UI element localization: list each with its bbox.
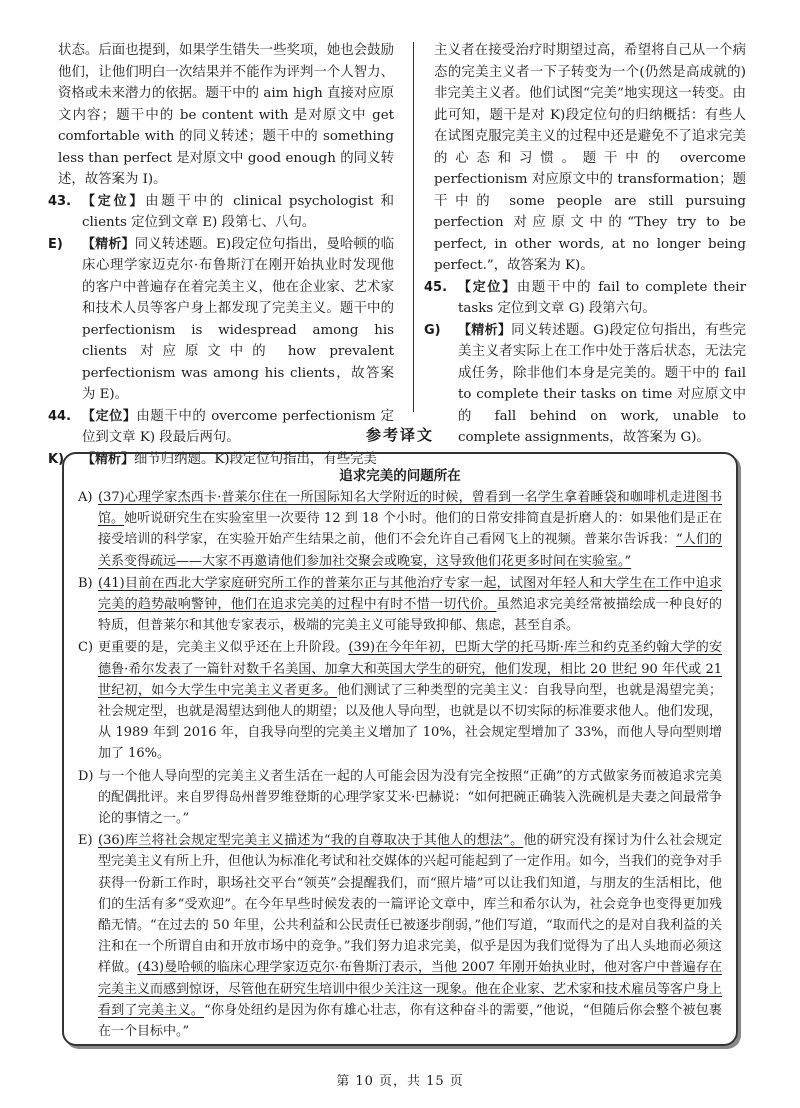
e43-letter: E) xyxy=(48,236,63,252)
g45-tag: 【精析】 xyxy=(458,322,512,338)
paragraph-letter: E) xyxy=(78,833,93,849)
paragraph-letter: B) xyxy=(78,575,93,591)
g45-letter: G) xyxy=(424,322,441,338)
paragraph-text: 他的研究没有探讨为什么社会规定型完美主义有所上升，但他认为标准化考试和社交媒体的兴起可能起到了一定作用。如今，当我们的竞争对手获得一份新工作时，职场社交平台“领英”会提醒我们，而“照片墙”可以让我们知道，与朋友的生活相比，他们的生活有多“受欢迎”。在今年早些时候发表的一篇评论文章中，库兰和希尔认为，社会竞争也变得更加残酷无情。“在过去的 50 年里，公共利益和公民责任已被逐步削弱，”他们写道，“取而代之的是对自我利益的关注和在一个所谓自由和开放市场中的竞争。”我们努力追求完美，似乎是因为我们觉得为了出人头地而必须这样做。 xyxy=(98,833,723,976)
e43-text: 同义转述题。E)段定位句指出，曼哈顿的临床心理学家迈克尔·布鲁斯汀在刚开始执业时发现他的客户中普遍存在着完美主义，他在企业家、艺术家和技术人员等客户身上都发现了完美主义。题干中的 perfectionism is widespread among his clients 对应原文中的 how prevalent perfectionism was among his clients，故答案为 E)。 xyxy=(82,236,394,402)
translation-paragraph-c xyxy=(78,637,722,764)
translation-title: 追求完美的问题所在 xyxy=(339,468,461,484)
section-title: 参考译文 xyxy=(365,426,434,444)
q43-location xyxy=(48,191,394,234)
q43-tag: 【定位】 xyxy=(82,193,146,209)
k44-text: 细节归纳题。K)段定位句指出，有些完美 xyxy=(134,451,377,467)
paragraph-text: 虽然追求完美经常被描绘成一种良好的特质，但普莱尔和其他专家表示，极端的完美主义可能导致抑郁、焦虑，甚至自杀。 xyxy=(98,597,722,634)
g45-text: 同义转述题。G)段定位句指出，有些完美主义者实际上在工作中处于落后状态，无法完成任务，除非他们本身是完美的。题干中的 fail to complete their tasks on time 对应原文中的 fall behind on work, unable to complete assignments，故答案为 G)。 xyxy=(458,322,746,445)
k44-tag: 【精析】 xyxy=(82,451,135,467)
translation-paragraph-a xyxy=(78,487,722,572)
translation-paragraph-e xyxy=(78,830,722,1042)
translation-paragraph-b xyxy=(78,573,722,637)
k44-letter: K) xyxy=(48,451,65,467)
q44-text: 由题干中的 overcome perfectionism 定位到文章 K) 段最后两句。 xyxy=(82,408,394,445)
q45-text: 由题干中的 fail to complete their tasks 定位到文章 G) 段第六句。 xyxy=(458,279,746,316)
underlined-sentence: (41)目前在西北大学家庭研究所工作的普莱尔正与其他治疗专家一起，试图对年轻人和大学生在工作中追求完美的趋势敲响警钟，他们在追求完美的过程中有时不惜一切代价。 xyxy=(98,575,722,613)
paragraph-letter: A) xyxy=(78,490,93,505)
q44-tag: 【定位】 xyxy=(82,408,137,424)
underlined-sentence: (39)在今年年初，巴斯大学的托马斯·库兰和约克圣约翰大学的安德鲁·希尔发表了一篇针对数千名美国、加拿大和英国大学生的研究，他们发现，相比 20 世纪 90 年代或 21 世纪初，如今大学生中完美主义者更多。 xyxy=(98,640,722,698)
q43-text: 由题干中的 clinical psychologist 和 clients 定位到文章 E) 段第七、八句。 xyxy=(82,193,394,230)
paragraph-letter: D) xyxy=(78,768,94,784)
underlined-sentence: “人们的关系变得疏远——大家不再邀请他们参加社交聚会或晚宴，这导致他们花更多时间在实验室。” xyxy=(98,532,722,569)
q45-location xyxy=(424,277,746,320)
underlined-sentence: (37)心理学家杰西卡·普莱尔住在一所国际知名大学附近的时候，曾看到一名学生拿着睡袋和咖啡机走进图书馆。 xyxy=(98,490,722,527)
left-column xyxy=(48,40,394,470)
q45-tag: 【定位】 xyxy=(458,279,517,295)
q43-number: 43. xyxy=(48,193,72,209)
analysis-continuation: 状态。后面也提到，如果学生错失一些奖项，她也会鼓励他们，让他们明白一次结果并不能作为评判一个人智力、资格或未来潜力的依据。题干中的 aim high 直接对应原文内容；题干中的 be content with 是对原文中 get comfortable with 的同义转述；题干中的 something less than perfect 是对原文中 good enough 的同义转述，故答案为 I)。 xyxy=(58,43,394,187)
underlined-sentence: (43)曼哈顿的临床心理学家迈克尔·布鲁斯汀表示，当他 2007 年刚开始执业时，他对客户中普遍存在完美主义而感到惊讶，尽管他在研究生培训中很少关注这一现象。他在企业家、艺术家和技术雇员等客户身上看到了完美主义。 xyxy=(98,960,723,1018)
underlined-sentence: (36)库兰将社会规定型完美主义描述为“我的自尊取决于其他人的想法”。 xyxy=(98,833,524,849)
right-column xyxy=(424,40,746,449)
paragraph-text: 更重要的是，完美主义似乎还在上升阶段。 xyxy=(98,640,349,656)
q45-number: 45. xyxy=(424,279,448,295)
paragraph-text: “你身处纽约是因为你有雄心壮志，你有这种奋斗的需要，”他说，“但随后你会整个被包裹在一个目标中。” xyxy=(98,1002,722,1040)
page-footer: 第 10 页，共 15 页 xyxy=(336,1074,464,1089)
analysis-continuation-right: 主义者在接受治疗时期望过高，希望将自己从一个病态的完美主义者一下子转变为一个(仍然是高成就的)非完美主义者。他们试图“完美”地实现这一转变。由此可知，题干是对 K)段定位句的归纳概括：有些人在试图克服完美主义的过程中还是避免不了追求完美的心态和习惯。题干中的 overcome perfectionism 对应原文中的 transformation；题干中的 some people are still pursuing perfection 对应原文中的“They try to be perfect, in other words, at no longer being perfect.”，故答案为 K)。 xyxy=(434,43,746,273)
e43-analysis xyxy=(48,234,394,406)
translation-box xyxy=(62,452,738,1046)
paragraph-letter: C) xyxy=(78,640,94,656)
column-divider xyxy=(413,42,414,412)
e43-tag: 【精析】 xyxy=(82,236,135,252)
paragraph-text: 她听说研究生在实验室里一次要待 12 到 18 个小时。他们的日常安排简直是折磨人的：如果他们是正在接受培训的科学家，在实验开始产生结果之前，他们不会允许自己看网飞上的视频。普莱尔告诉我： xyxy=(98,511,722,548)
translation-paragraph-d xyxy=(78,766,722,830)
paragraph-text: 他们测试了三种类型的完美主义：自我导向型，也就是渴望完美；社会规定型，也就是渴望达到他人的期望；以及他人导向型，也就是以不切实际的标准要求他人。他们发现，从 1989 年到 2016 年，自我导向型的完美主义增加了 10%，社会规定型增加了 33%，而他人导向型则增加了 16%。 xyxy=(98,682,723,762)
q44-number: 44. xyxy=(48,408,72,424)
paragraph-text: 与一个他人导向型的完美主义者生活在一起的人可能会因为没有完全按照“正确”的方式做家务而被追求完美的配偶批评。来自罗得岛州普罗维登斯的心理学家艾米·巴赫说：“如何把碗正确装入洗碗机是夫妻之间最常争论的事情之一。” xyxy=(98,768,722,827)
